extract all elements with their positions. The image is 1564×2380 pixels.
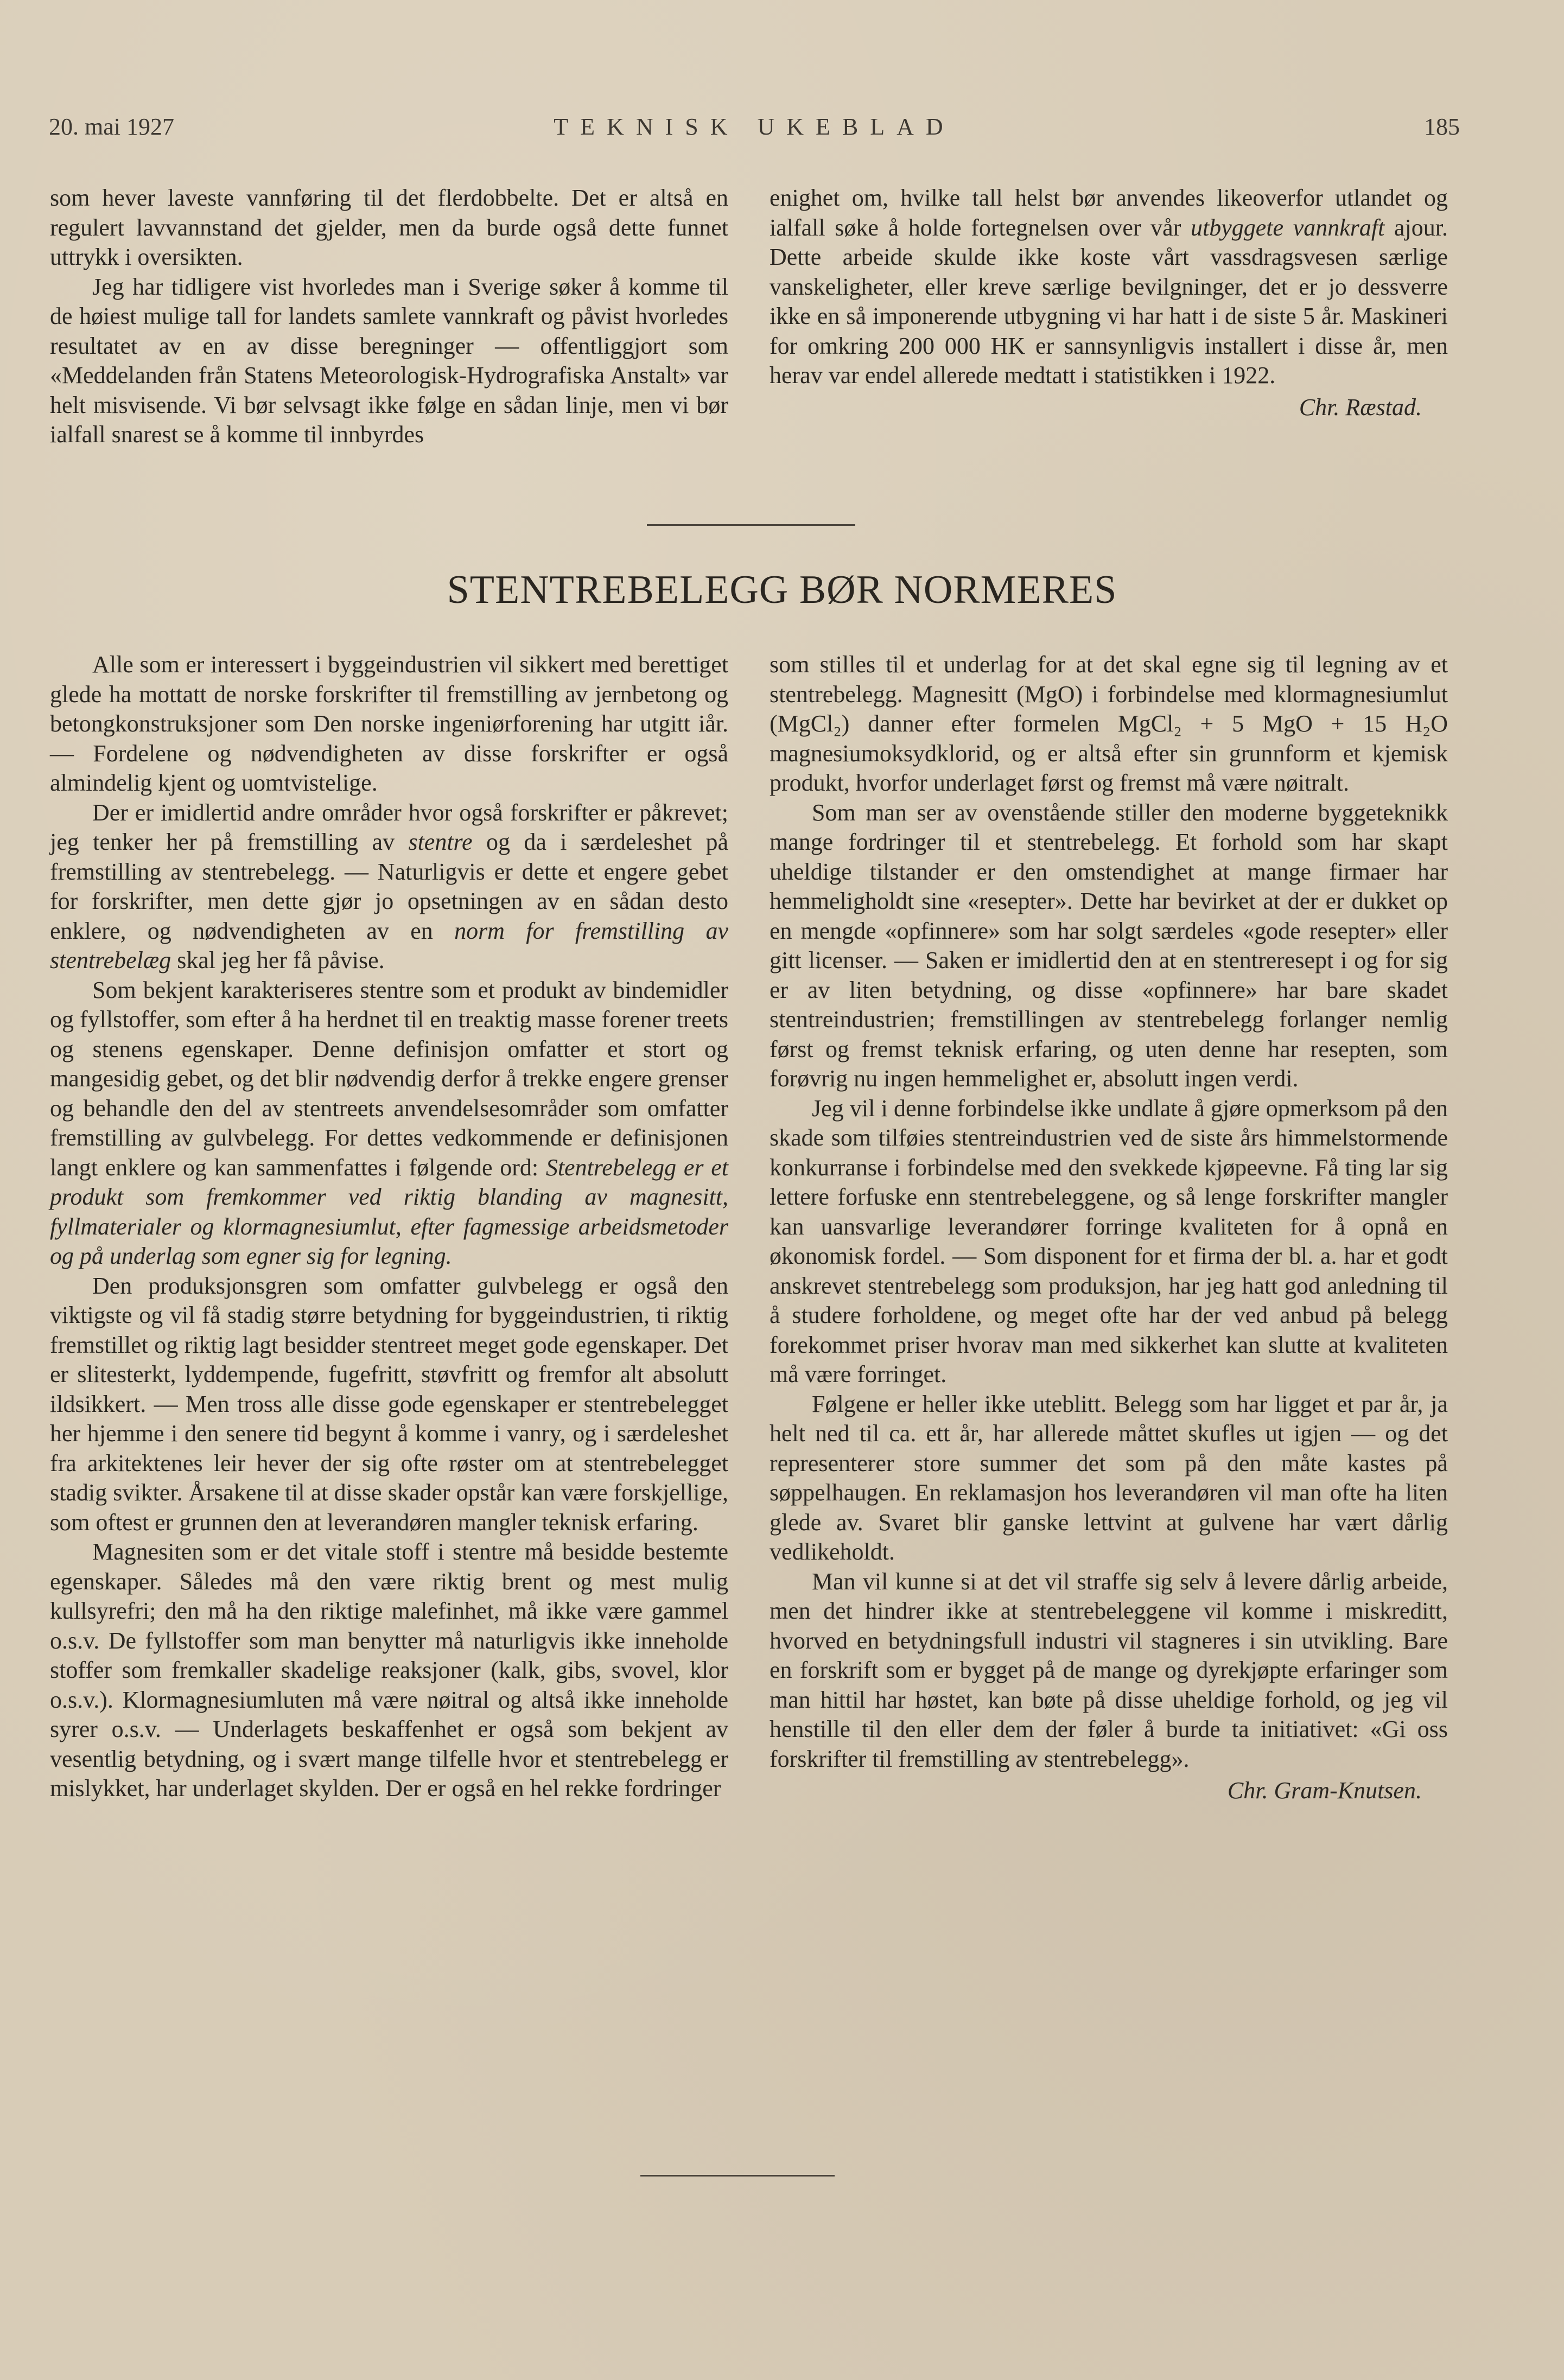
text-run: Som bekjent karakteriseres stentre som et produkt av bindemidler og fyllstoffer, som efter å ha herdnet til en treaktig masse forener treets og stenens egenskaper. Denne definisjon omfatter et stort og mangesidig gebet, og det blir nødvendig derfor å trekke engere grenser og behandle den del av stentreets anvendelsesområder som omfatter fremstilling av gulvbelegg. For dettes vedkommende er definisjonen langt enklere og kan sammenfattes i følgende ord: bbox=[50, 976, 728, 1181]
running-header bbox=[49, 115, 1460, 158]
text-run: og da i særdeleshet på fremstilling av stentrebelegg. — Naturligvis er dette et engere gebet for forskrifter, men dette gjør jo opsetningen av en sådan desto enklere, og nødvendigheten av en bbox=[50, 829, 728, 944]
paragraph: Magnesiten som er det vitale stoff i stentre må besidde bestemte egenskaper. Således må den være riktig brent og mest mulig kullsyrefri; den må ha den riktige malefinhet, må ikke være gammel o.s.v. De fyllstoffer som man benytter må naturligvis ikke inneholde stoffer som fremkaller skadelige reaksjoner (kalk, gibs, svovel, klor o.s.v.). Klormagnesiumluten må være nøitral og altså ikke inneholde syrer o.s.v. — Underlagets beskaffenhet er også som bekjent av vesentlig betydning, og i svært mange tilfelle hvor et stentrebelegg er mislykket, har underlaget skylden. Der er også en hel rekke fordringer bbox=[50, 1538, 728, 1802]
author-signature: Chr. Ræstad. bbox=[1299, 393, 1422, 421]
emphasis-text: norm for fremstilling av stentrebelæg bbox=[50, 917, 728, 973]
paragraph bbox=[50, 976, 728, 1271]
prev-article-right-column bbox=[770, 183, 1448, 422]
paragraph: Som man ser av ovenstående stiller den moderne byggeteknikk mange fordringer til et stentrebelegg. Et forhold som har skapt uheldige tilstander er den omstendighet at mange firmaer har hemmeligholdt sine «resepter». Dette har bevirket at der er dukket op en mengde «opfinnere» som har solgt særdeles «gode resepter» eller gitt licenser. — Saken er imidlertid den at en stentreresept i og for sig er av liten betydning, og disse «opfinnere» har bare skadet stentreindustrien; fremstillingen av stentrebelegg forlanger nemlig først og fremst teknisk erfaring, og uten denne har resepten, som forøvrig nu ingen hemmelighet er, absolutt ingen verdi. bbox=[770, 799, 1448, 1092]
paragraph: Alle som er interessert i byggeindustrien vil sikkert med berettiget glede ha mottatt de norske forskrifter til fremstilling av jernbetong og betongkonstruksjoner som Den norske ingeniørforening har utgitt iår. — Fordelene og nødvendigheten av disse forskrifter er også almindelig kjent og uomtvistelige. bbox=[50, 651, 728, 796]
paragraph bbox=[770, 183, 1448, 391]
text-run: enighet om, hvilke tall helst bør anvendes likeoverfor utlandet og ialfall søke å holde fortegnelsen over vår bbox=[770, 184, 1448, 241]
emphasis-text: Stentrebelegg er et produkt som fremkommer ved riktig blanding av magnesitt, fyllmaterialer og klormagnesiumlut, efter fagmessige arbeidsmetoder og på underlag som egner sig for legning. bbox=[50, 1154, 728, 1269]
paragraph: Den produksjonsgren som omfatter gulvbelegg er også den viktigste og vil få stadig større betydning for byggeindustrien, ti riktig fremstillet og riktig lagt besidder stentreet meget gode egenskaper. Det er slitesterkt, lyddempende, fugefritt, støvfritt og fremfor alt absolutt ildsikkert. — Men tross alle disse gode egenskaper er stentrebelegget her hjemme i den senere tid begynt å komme i vanry, og i særdeleshet fra arkitektenes leir hever der sig ofte røster om at stentrebelegget stadig svikter. Årsakene til at disse skader opstår kan være forskjellige, som oftest er grunnen den at leverandøren mangler teknisk erfaring. bbox=[50, 1272, 728, 1536]
paragraph: Jeg vil i denne forbindelse ikke undlate å gjøre opmerksom på den skade som tilføies stentreindustrien ved de siste års himmelstormende konkurranse i forbindelse med den svekkede kjøpeevne. Få ting lar sig lettere forfuske enn stentrebeleggene, og så lenge forskrifter mangler kan uansvarlige leverandører forringe kvaliteten for å opnå en økonomisk fordel. — Som disponent for et firma der bl. a. har et godt anskrevet stentrebelegg som produksjon, har jeg hatt god anledning til å studere forholdene, og meget ofte har der ved anbud på belegg forekommet priser hvorav man med sikkerhet kan slutte at kvaliteten må være forringet. bbox=[770, 1094, 1448, 1388]
emphasis-text: utbyggete vannkraft bbox=[1191, 214, 1385, 241]
section-divider bbox=[647, 524, 855, 526]
prev-article-left-column bbox=[50, 183, 728, 450]
text-run: skal jeg her få påvise. bbox=[171, 947, 385, 973]
text-run: Der er imidlertid andre områder hvor også forskrifter er påkrevet; jeg tenker her på fremstilling av bbox=[50, 799, 728, 855]
end-divider bbox=[640, 2175, 835, 2177]
paragraph: Man vil kunne si at det vil straffe sig selv å levere dårlig arbeide, men det hindrer ikke at stentrebeleggene vil komme i miskreditt, hvorved en betydningsfull industri vil stagneres i sin utvikling. Bare en forskrift som er bygget på de mange og dyrekjøpte erfaringer som man hittil har høstet, kan bøte på disse uheldige forhold, og jeg vil henstille til den eller dem der føler å burde ta initiativet: «Gi oss forskrifter til fremstilling av stentrebelegg». bbox=[770, 1568, 1448, 1772]
article-title: STENTREBELEGG BØR NORMERES bbox=[447, 568, 1117, 612]
publication-name: TEKNISK UKEBLAD bbox=[554, 113, 955, 140]
text-run: ajour. Dette arbeide skulde ikke koste vårt vassdragsvesen særlige vanskeligheter, eller kreve særlige bevilgninger, det er jo dessverre ikke en så imponerende utbygning vi har hatt i de siste 5 år. Maskineri for omkring 200 000 HK er sannsynligvis installert i disse år, men herav var endel allerede medtatt i statistikken i 1922. bbox=[770, 214, 1448, 389]
paragraph: Følgene er heller ikke uteblitt. Belegg som har ligget et par år, ja helt ned til ca. ett år, har allerede måttet skufles ut igjen — og det representerer store summer det som på den måte kastes på søppelhaugen. En reklamasjon hos leverandøren vil man ofte ha liten glede av. Svaret blir ganske lettvint at gulvene har vært dårlig vedlikeholdt. bbox=[770, 1390, 1448, 1565]
paragraph: Jeg har tidligere vist hvorledes man i Sverige søker å komme til de høiest mulige tall for landets samlete vannkraft og påvist hvorledes resultatet av en av disse beregninger — offentliggjort som «Meddelanden från Statens Meteorologisk-Hydrografiska Anstalt» var helt misvisende. Vi bør selvsagt ikke følge en sådan linje, men vi bør ialfall snarest se å komme til innbyrdes bbox=[50, 273, 728, 448]
paragraph bbox=[50, 798, 728, 976]
author-signature: Chr. Gram-Knutsen. bbox=[1227, 1777, 1422, 1804]
page-number: 185 bbox=[1424, 113, 1460, 140]
emphasis-text: stentre bbox=[408, 829, 473, 855]
paragraph: som stilles til et underlag for at det skal egne sig til legning av et stentrebelegg. Magnesitt (MgO) i forbindelse med klormagnesiumlut (MgCl₂) danner efter formelen MgCl₂ + 5 MgO + 15 H₂O magnesiumoksydklorid, og er altså efter sin grunnform et kjemisk produkt, hvorfor underlaget først og fremst må være nøitralt. bbox=[770, 651, 1448, 796]
paragraph: som hever laveste vannføring til det flerdobbelte. Det er altså en regulert lavvannstand det gjelder, men da burde også dette funnet uttrykk i oversikten. bbox=[50, 184, 728, 270]
issue-date: 20. mai 1927 bbox=[49, 113, 174, 140]
article-right-column bbox=[770, 650, 1448, 1806]
article-left-column bbox=[50, 650, 728, 1804]
